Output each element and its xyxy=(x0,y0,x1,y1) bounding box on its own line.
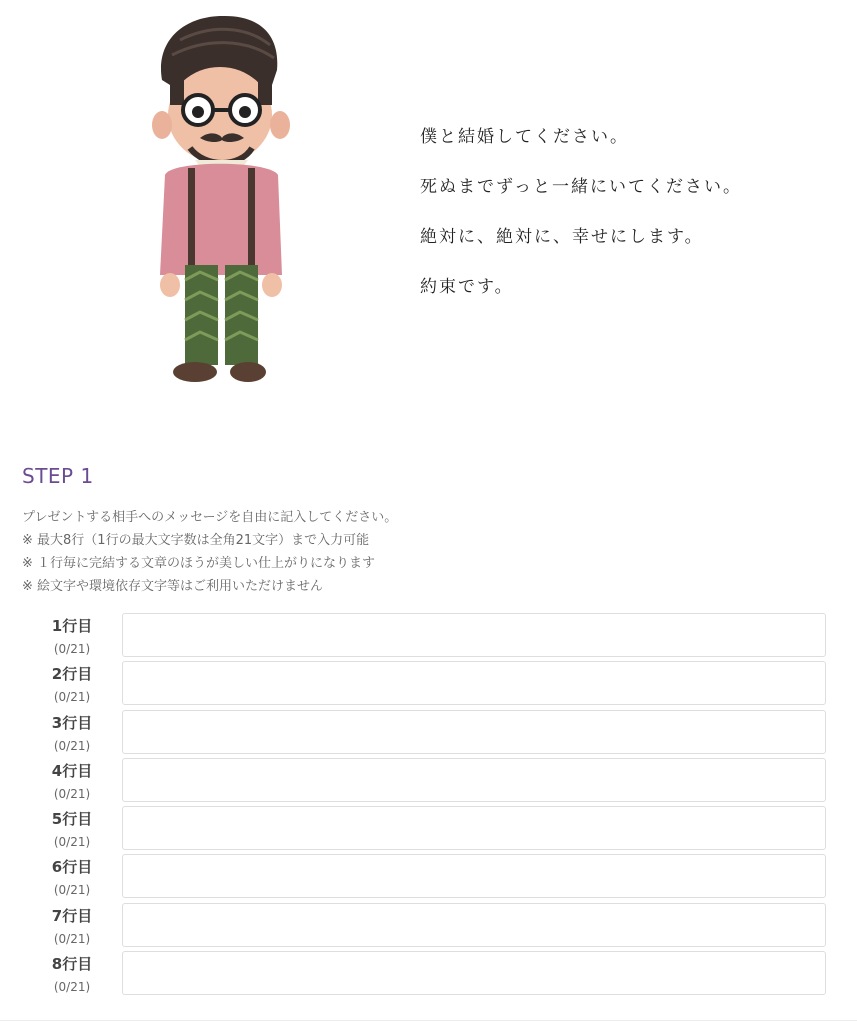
row-label xyxy=(22,614,122,660)
step-title: STEP 1 xyxy=(22,464,94,488)
row-title: 6行目 xyxy=(51,858,93,877)
row-title: 4行目 xyxy=(51,761,93,780)
bearded-man-illustration xyxy=(150,10,295,390)
char-count: (0/21) xyxy=(53,738,91,753)
char-count: (0/21) xyxy=(53,835,91,850)
instructions xyxy=(22,506,397,598)
row-label xyxy=(22,759,122,805)
message-line: 約束です。 xyxy=(420,277,514,297)
message-row-2 xyxy=(22,660,828,708)
message-form xyxy=(22,612,828,998)
message-line: 絶対に、絶対に、幸せにします。 xyxy=(420,227,704,247)
char-count: (0/21) xyxy=(53,786,91,801)
message-row-3 xyxy=(22,709,828,757)
line-1-input[interactable] xyxy=(122,613,826,657)
row-title: 3行目 xyxy=(51,713,93,732)
char-count: (0/21) xyxy=(53,980,91,995)
line-7-input[interactable] xyxy=(122,903,826,947)
message-row-4 xyxy=(22,757,828,805)
char-count: (0/21) xyxy=(53,690,91,705)
message-line: 死ぬまでずっと一緒にいてください。 xyxy=(420,177,742,197)
divider xyxy=(0,1020,857,1021)
line-5-input[interactable] xyxy=(122,806,826,850)
line-6-input[interactable] xyxy=(122,854,826,898)
row-title: 5行目 xyxy=(51,810,93,829)
message-row-7 xyxy=(22,902,828,950)
message-line: 僕と結婚してください。 xyxy=(420,127,629,147)
proposal-message xyxy=(420,122,742,322)
instruction-line: ※ 最大8行（1行の最大文字数は全角21文字）まで入力可能 xyxy=(22,533,370,548)
row-title: 7行目 xyxy=(51,906,93,925)
line-4-input[interactable] xyxy=(122,758,826,802)
row-label xyxy=(22,855,122,901)
row-label xyxy=(22,711,122,757)
char-count: (0/21) xyxy=(53,931,91,946)
row-title: 8行目 xyxy=(51,955,93,974)
char-count: (0/21) xyxy=(53,883,91,898)
row-title: 2行目 xyxy=(51,665,93,684)
line-8-input[interactable] xyxy=(122,951,826,995)
row-label xyxy=(22,904,122,950)
message-row-8 xyxy=(22,950,828,998)
instruction-line: ※ 絵文字や環境依存文字等はご利用いただけません xyxy=(22,579,324,594)
instruction-line: ※ １行毎に完結する文章のほうが美しい仕上がりになります xyxy=(22,556,376,571)
message-row-6 xyxy=(22,853,828,901)
message-row-1 xyxy=(22,612,828,660)
line-3-input[interactable] xyxy=(122,710,826,754)
message-row-5 xyxy=(22,805,828,853)
line-2-input[interactable] xyxy=(122,661,826,705)
row-title: 1行目 xyxy=(51,617,93,635)
row-label xyxy=(22,807,122,853)
char-count: (0/21) xyxy=(53,642,91,656)
row-label xyxy=(22,952,122,998)
hero-section xyxy=(0,0,857,420)
instruction-line: プレゼントする相手へのメッセージを自由に記入してください。 xyxy=(22,510,398,525)
row-label xyxy=(22,662,122,708)
